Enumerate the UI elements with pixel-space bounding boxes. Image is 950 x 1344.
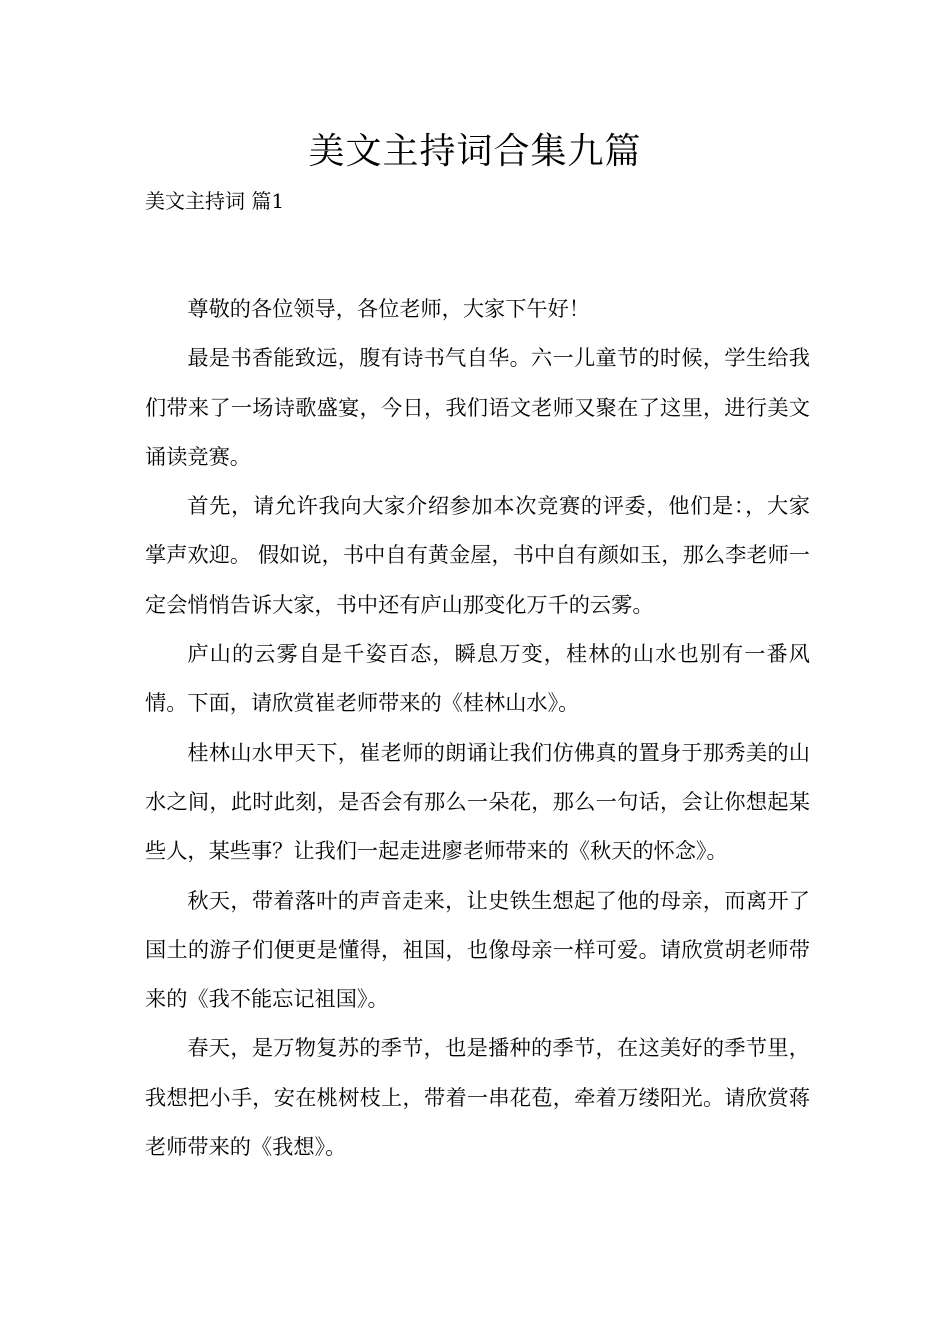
paragraph-spring: 春天，是万物复苏的季节，也是播种的季节，在这美好的季节里，我想把小手，安在桃树枝上，带着一串花苞，牵着万缕阳光。请欣赏蒋老师带来的《我想》。 — [145, 1035, 810, 1160]
paragraph-homeland: 秋天，带着落叶的声音走来，让史铁生想起了他的母亲，而离开了国土的游子们便更是懂得，祖国，也像母亲一样可爱。请欣赏胡老师带来的《我不能忘记祖国》。 — [145, 887, 810, 1012]
paragraph-autumn-intro: 桂林山水甲天下，崔老师的朗诵让我们仿佛真的置身于那秀美的山水之间，此时此刻，是否会有那么一朵花，那么一句话，会让你想起某些人，某些事？让我们一起走进廖老师带来的《秋天的怀念》。 — [145, 739, 810, 864]
document-title: 美文主持词合集九篇 — [308, 131, 642, 172]
paragraph-guilin: 庐山的云雾自是千姿百态，瞬息万变，桂林的山水也别有一番风情。下面，请欣赏崔老师带来的《桂林山水》。 — [145, 641, 810, 716]
section-label: 美文主持词 篇1 — [145, 189, 285, 213]
paragraph-judges: 首先，请允许我向大家介绍参加本次竞赛的评委，他们是：，大家掌声欢迎。 假如说，书中自有黄金屋，书中自有颜如玉，那么李老师一定会悄悄告诉大家，书中还有庐山那变化万千的云雾。 — [145, 493, 810, 617]
paragraph-intro: 最是书香能致远，腹有诗书气自华。六一儿童节的时候，学生给我们带来了一场诗歌盛宴，今日，我们语文老师又聚在了这里，进行美文诵读竞赛。 — [145, 345, 810, 469]
paragraph-greeting: 尊敬的各位领导，各位老师，大家下午好！ — [187, 296, 590, 321]
body-text — [145, 284, 810, 1171]
